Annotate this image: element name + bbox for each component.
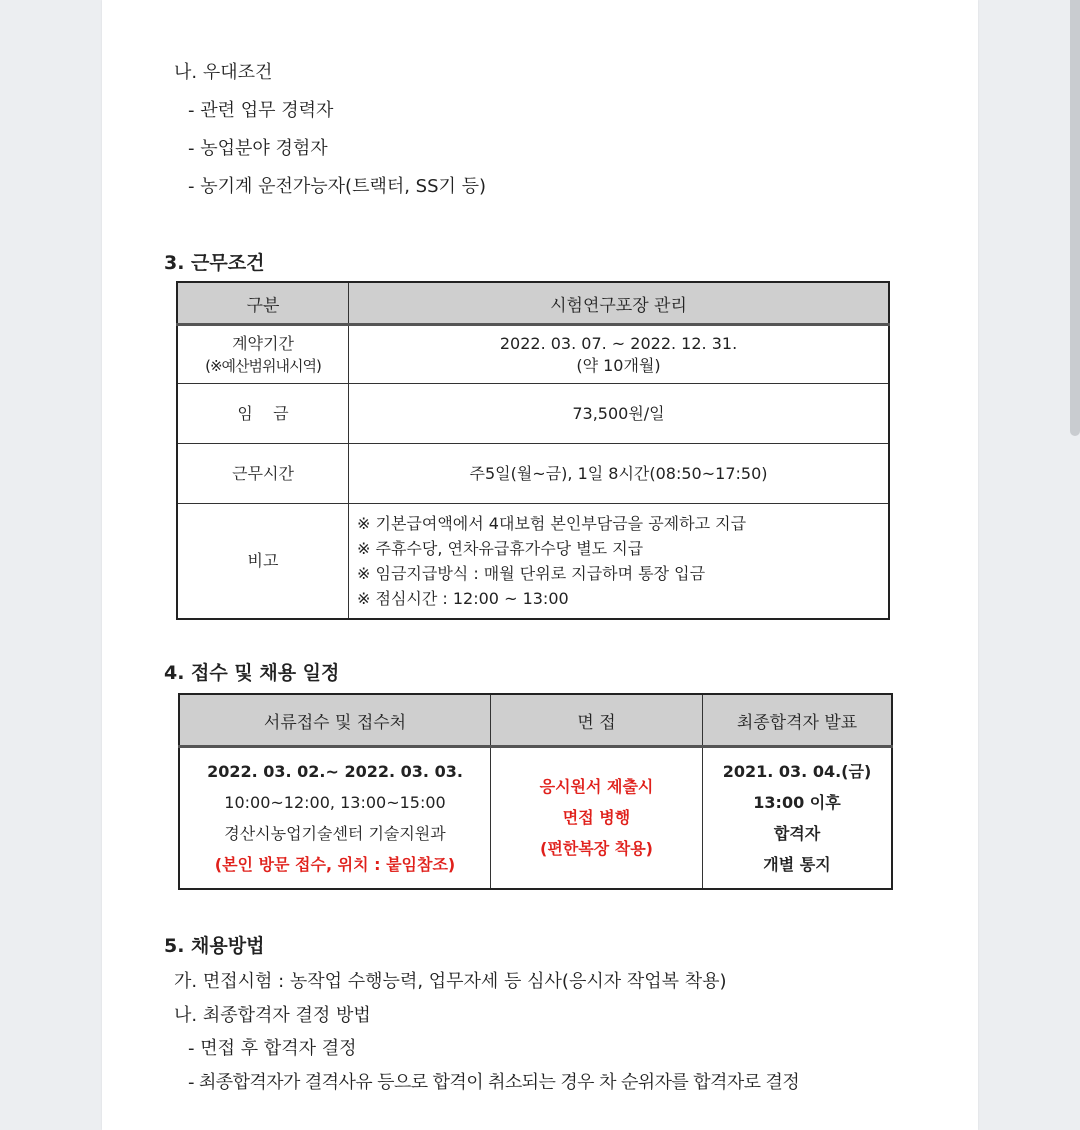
column-header: 최종합격자 발표 xyxy=(703,694,893,747)
table-row xyxy=(177,504,889,619)
interview-line: 면접 병행 xyxy=(562,808,631,828)
announcement-line: 개별 통지 xyxy=(763,854,831,874)
column-header: 구분 xyxy=(177,282,349,325)
section-4-heading: 4. 접수 및 채용 일정 xyxy=(164,662,340,684)
application-dates: 2022. 03. 02.~ 2022. 03. 03. xyxy=(207,761,463,781)
interview-cell xyxy=(491,747,703,889)
application-cell xyxy=(179,747,491,889)
scrollbar-thumb[interactable] xyxy=(1070,0,1080,436)
announcement-line: 합격자 xyxy=(773,823,821,843)
method-item-a: 가. 면접시험 : 농작업 수행능력, 업무자세 등 심사(응시자 작업복 착용) xyxy=(174,971,727,992)
contract-period-label: 계약기간 xyxy=(232,333,294,353)
remarks-label: 비고 xyxy=(177,504,349,619)
application-note: (본인 방문 접수, 위치 : 붙임참조) xyxy=(214,854,456,874)
remark-note: ※ 주휴수당, 연차유급휴가수당 별도 지급 xyxy=(357,538,644,558)
row-label xyxy=(177,325,349,384)
remark-note: ※ 임금지급방식 : 매월 단위로 지급하며 통장 입금 xyxy=(357,563,706,583)
method-sub-item: - 면접 후 합격자 결정 xyxy=(188,1038,357,1059)
section-5-heading: 5. 채용방법 xyxy=(164,935,265,957)
application-place: 경산시농업기술센터 기술지원과 xyxy=(224,823,446,843)
table-header-row xyxy=(177,282,889,325)
remark-note: ※ 점심시간 : 12:00 ~ 13:00 xyxy=(357,588,569,608)
interview-line: 응시원서 제출시 xyxy=(539,777,654,797)
table-row xyxy=(177,325,889,384)
section-3-heading: 3. 근무조건 xyxy=(164,252,265,274)
table-header-row xyxy=(179,694,892,747)
contract-period-value: 2022. 03. 07. ~ 2022. 12. 31. xyxy=(499,333,738,353)
contract-period-duration: (약 10개월) xyxy=(576,355,661,375)
schedule-table xyxy=(178,693,893,890)
contract-period-note: (※예산범위내시역) xyxy=(205,356,321,375)
interview-line: (편한복장 착용) xyxy=(540,839,653,859)
preferred-item: - 농업분야 경험자 xyxy=(188,138,328,159)
work-hours-value: 주5일(월~금), 1일 8시간(08:50~17:50) xyxy=(349,444,890,504)
work-hours-label: 근무시간 xyxy=(177,444,349,504)
announcement-date: 2021. 03. 04.(금) xyxy=(722,761,872,781)
column-header: 시험연구포장 관리 xyxy=(349,282,890,325)
row-value xyxy=(349,325,890,384)
work-conditions-table xyxy=(176,281,890,620)
table-row xyxy=(177,444,889,504)
table-row xyxy=(179,747,892,889)
announcement-time: 13:00 이후 xyxy=(753,792,841,812)
preferred-item: - 관련 업무 경력자 xyxy=(188,100,334,121)
preferred-conditions-title: 나. 우대조건 xyxy=(174,62,273,83)
column-header: 서류접수 및 접수처 xyxy=(179,694,491,747)
table-row xyxy=(177,384,889,444)
announcement-cell xyxy=(703,747,893,889)
method-sub-item: - 최종합격자가 결격사유 등으로 합격이 취소되는 경우 차 순위자를 합격자로 결정 xyxy=(188,1072,800,1093)
preferred-item: - 농기계 운전가능자(트랙터, SS기 등) xyxy=(188,176,487,197)
wage-label: 임 금 xyxy=(177,384,349,444)
application-hours: 10:00~12:00, 13:00~15:00 xyxy=(224,792,446,812)
column-header: 면 접 xyxy=(491,694,703,747)
method-item-b: 나. 최종합격자 결정 방법 xyxy=(174,1005,371,1026)
remarks-value xyxy=(349,504,890,619)
remark-note: ※ 기본급여액에서 4대보험 본인부담금을 공제하고 지급 xyxy=(357,513,747,533)
wage-value: 73,500원/일 xyxy=(349,384,890,444)
